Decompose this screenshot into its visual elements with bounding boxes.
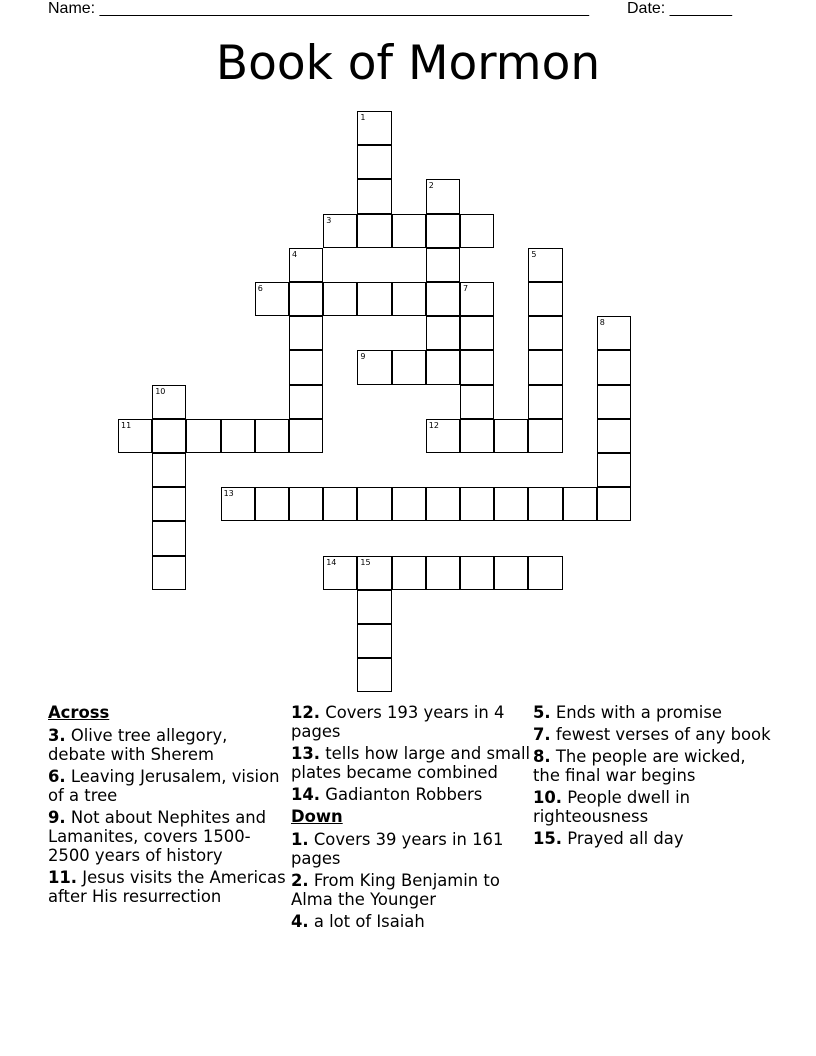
grid-cell[interactable] (289, 385, 323, 419)
grid-cell[interactable] (597, 419, 631, 453)
grid-cell[interactable] (460, 214, 494, 248)
clue-item-text: tells how large and small plates became combined (291, 744, 531, 782)
grid-cell[interactable] (357, 487, 391, 521)
clue-item-text: Prayed all day (562, 829, 684, 848)
clue-number: 5 (531, 249, 537, 259)
clue-number: 8 (599, 318, 605, 328)
grid-cell[interactable] (597, 453, 631, 487)
grid-cell[interactable] (597, 350, 631, 384)
clue-item-number: 3. (48, 726, 66, 745)
grid-cell[interactable] (152, 453, 186, 487)
clue-item (291, 703, 531, 741)
grid-cell[interactable] (357, 624, 391, 658)
clue-item-text: From King Benjamin to Alma the Younger (291, 871, 500, 909)
grid-cell[interactable] (152, 385, 186, 419)
grid-cell[interactable] (528, 282, 562, 316)
grid-cell[interactable] (426, 282, 460, 316)
clues-column-1 (48, 703, 288, 909)
grid-cell[interactable] (221, 487, 255, 521)
across-heading: Across (48, 703, 110, 722)
clue-item-text: Leaving Jerusalem, vision of a tree (48, 767, 280, 805)
grid-cell[interactable] (426, 179, 460, 213)
grid-cell[interactable] (323, 282, 357, 316)
grid-cell[interactable] (426, 248, 460, 282)
grid-cell[interactable] (357, 214, 391, 248)
grid-cell[interactable] (460, 316, 494, 350)
clue-item (533, 747, 773, 785)
grid-cell[interactable] (289, 248, 323, 282)
grid-cell[interactable] (528, 248, 562, 282)
clue-item-number: 2. (291, 871, 309, 890)
clue-number: 13 (223, 489, 234, 499)
clue-item (291, 744, 531, 782)
clue-number: 12 (428, 420, 439, 430)
grid-cell[interactable] (392, 487, 426, 521)
clues-column-3 (533, 703, 773, 851)
grid-cell[interactable] (460, 556, 494, 590)
grid-cell[interactable] (255, 419, 289, 453)
grid-cell[interactable] (221, 419, 255, 453)
grid-cell[interactable] (357, 350, 391, 384)
name-field-label: Name: _______________________________________________________ (48, 0, 589, 17)
clue-item-text: Covers 39 years in 161 pages (291, 830, 504, 868)
clue-item (291, 830, 531, 868)
clue-item (48, 868, 288, 906)
clue-number: 15 (360, 557, 371, 567)
clue-item-number: 15. (533, 829, 563, 848)
grid-cell[interactable] (460, 419, 494, 453)
clue-item (291, 871, 531, 909)
grid-cell[interactable] (528, 487, 562, 521)
grid-cell[interactable] (392, 350, 426, 384)
grid-cell[interactable] (392, 556, 426, 590)
clue-number: 14 (326, 557, 337, 567)
clue-item (533, 829, 773, 848)
down-heading: Down (291, 807, 343, 826)
grid-cell[interactable] (426, 419, 460, 453)
clue-item-text: People dwell in righteousness (533, 788, 691, 826)
clue-item-text: Gadianton Robbers (320, 785, 483, 804)
clue-item-text: The people are wicked, the final war begins (533, 747, 746, 785)
grid-cell[interactable] (152, 556, 186, 590)
grid-cell[interactable] (494, 556, 528, 590)
clue-item-number: 8. (533, 747, 551, 766)
clue-number: 10 (155, 386, 166, 396)
clue-number: 3 (326, 215, 332, 225)
clue-item-text: Not about Nephites and Lamanites, covers 1500-2500 years of history (48, 808, 267, 865)
clue-number: 7 (463, 284, 469, 293)
clue-item-number: 11. (48, 868, 78, 887)
clue-number: 2 (428, 181, 434, 191)
date-field-label: Date: _______ (627, 0, 732, 17)
grid-cell[interactable] (426, 556, 460, 590)
grid-cell[interactable] (392, 214, 426, 248)
clue-item-text: fewest verses of any book (550, 725, 771, 744)
clue-item-text: Olive tree allegory, debate with Sherem (48, 726, 228, 764)
grid-cell[interactable] (186, 419, 220, 453)
clue-item-number: 1. (291, 830, 309, 849)
clue-item-number: 9. (48, 808, 66, 827)
clue-item-number: 12. (291, 703, 321, 722)
grid-cell[interactable] (460, 487, 494, 521)
grid-cell[interactable] (528, 556, 562, 590)
clue-item (533, 788, 773, 826)
clues-column-2 (291, 703, 531, 934)
grid-cell[interactable] (597, 316, 631, 350)
clue-item-number: 7. (533, 725, 551, 744)
grid-cell[interactable] (152, 419, 186, 453)
clue-number: 4 (292, 249, 298, 259)
clue-item (533, 703, 773, 722)
grid-cell[interactable] (460, 385, 494, 419)
clue-item (48, 767, 288, 805)
clue-item (291, 912, 531, 931)
clue-item-number: 6. (48, 767, 66, 786)
grid-cell[interactable] (460, 350, 494, 384)
grid-cell[interactable] (152, 521, 186, 555)
grid-cell[interactable] (323, 214, 357, 248)
clue-item (533, 725, 773, 744)
clue-item-text: Ends with a promise (550, 703, 722, 722)
grid-cell[interactable] (118, 419, 152, 453)
grid-cell[interactable] (494, 419, 528, 453)
grid-cell[interactable] (528, 385, 562, 419)
grid-cell[interactable] (289, 282, 323, 316)
clue-number: 11 (121, 420, 132, 430)
grid-cell[interactable] (323, 487, 357, 521)
grid-cell[interactable] (323, 556, 357, 590)
grid-cell[interactable] (357, 658, 391, 692)
grid-cell[interactable] (426, 350, 460, 384)
grid-cell[interactable] (357, 145, 391, 179)
grid-cell[interactable] (289, 316, 323, 350)
clue-item (48, 808, 288, 865)
grid-cell[interactable] (357, 590, 391, 624)
grid-cell[interactable] (357, 556, 391, 590)
grid-cell[interactable] (392, 282, 426, 316)
grid-cell[interactable] (597, 385, 631, 419)
grid-cell[interactable] (460, 282, 494, 316)
grid-cell[interactable] (289, 350, 323, 384)
grid-cell[interactable] (289, 419, 323, 453)
clue-item-number: 5. (533, 703, 551, 722)
grid-cell[interactable] (357, 282, 391, 316)
clue-item-text: Covers 193 years in 4 pages (291, 703, 505, 741)
clue-item (291, 785, 531, 804)
clue-item-text: Jesus visits the Americas after His resurrection (48, 868, 286, 906)
clue-item-number: 10. (533, 788, 563, 807)
grid-cell[interactable] (426, 316, 460, 350)
clue-number: 1 (360, 113, 366, 122)
grid-cell[interactable] (528, 316, 562, 350)
grid-cell[interactable] (597, 487, 631, 521)
grid-cell[interactable] (528, 419, 562, 453)
puzzle-title: Book of Mormon (215, 36, 601, 91)
grid-cell[interactable] (357, 111, 391, 145)
grid-cell[interactable] (152, 487, 186, 521)
grid-cell[interactable] (255, 282, 289, 316)
clue-item-number: 13. (291, 744, 321, 763)
grid-cell[interactable] (528, 350, 562, 384)
grid-cell[interactable] (494, 487, 528, 521)
clue-item (48, 726, 288, 764)
grid-cell[interactable] (563, 487, 597, 521)
grid-cell[interactable] (426, 214, 460, 248)
grid-cell[interactable] (255, 487, 289, 521)
grid-cell[interactable] (357, 179, 391, 213)
clue-item-number: 4. (291, 912, 309, 931)
clue-item-text: a lot of Isaiah (308, 912, 425, 931)
grid-cell[interactable] (426, 487, 460, 521)
grid-cell[interactable] (289, 487, 323, 521)
clue-item-number: 14. (291, 785, 321, 804)
clue-number: 9 (360, 352, 366, 362)
clue-number: 6 (257, 284, 263, 293)
